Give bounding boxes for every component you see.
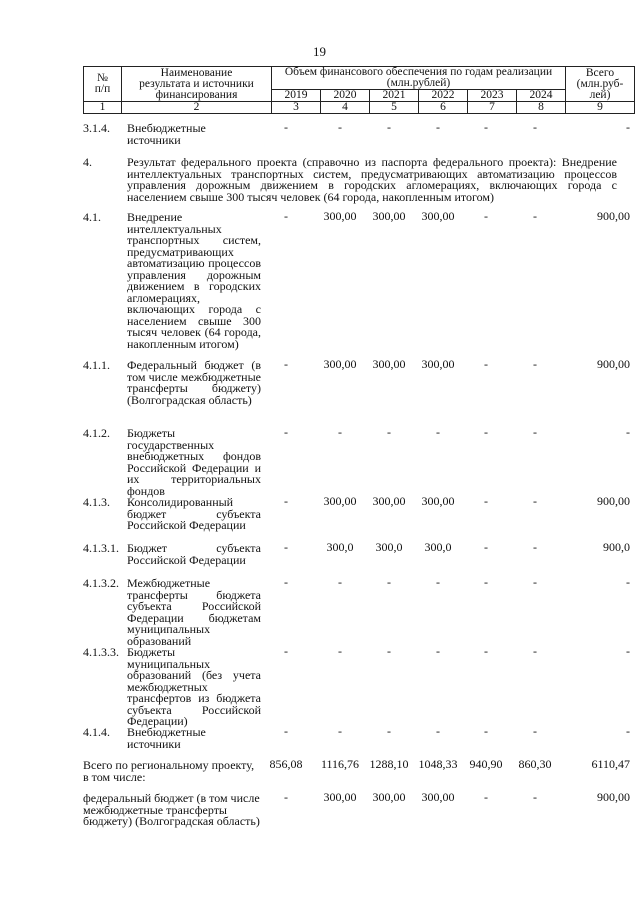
value-cell: - <box>387 644 391 658</box>
value-cell: - <box>284 724 288 738</box>
value-cell: - <box>484 575 488 589</box>
row-name: Федеральный бюджет (в том числе межбюджетные трансферты бюджету) (Волгоградская область) <box>127 358 261 407</box>
table-header <box>83 66 635 114</box>
value-cell: - <box>484 494 488 508</box>
value-cell: - <box>436 724 440 738</box>
total-cell: - <box>626 724 630 738</box>
value-cell: - <box>338 120 342 134</box>
total-cell: - <box>626 425 630 439</box>
value-cell: 300,00 <box>421 790 455 804</box>
value-cell: 300,00 <box>323 494 357 508</box>
header-col-name: Наименование результата и источники финансирования <box>122 67 272 102</box>
value-cell: - <box>484 357 488 371</box>
row-number: 3.1.4. <box>83 121 110 135</box>
value-cell: - <box>533 425 537 439</box>
header-year: 2020 <box>321 90 370 102</box>
header-year: 2023 <box>468 90 517 102</box>
value-cell: - <box>484 120 488 134</box>
value-cell: - <box>284 540 288 554</box>
value-cell: 860,30 <box>518 757 552 771</box>
result-number: 4. <box>83 155 92 169</box>
value-cell: - <box>533 209 537 223</box>
value-cell: 300,0 <box>375 540 403 554</box>
value-cell: 300,00 <box>421 209 455 223</box>
value-cell: - <box>533 357 537 371</box>
value-cell: - <box>484 425 488 439</box>
value-cell: - <box>387 425 391 439</box>
row-number: 4.1.3.3. <box>83 645 119 659</box>
value-cell: - <box>533 494 537 508</box>
federal-label: федеральный бюджет (в том числе межбюджетные трансферты бюджету) (Волгоградская область) <box>83 791 260 828</box>
value-cell: 940,90 <box>469 757 503 771</box>
row-number: 4.1.1. <box>83 358 110 372</box>
value-cell: - <box>436 575 440 589</box>
value-cell: 300,00 <box>323 209 357 223</box>
header-col-num: № п/п <box>84 67 122 102</box>
row-name: Межбюджетные трансферты бюджета субъекта Российской Федерации бюджетам муниципальных образований <box>127 576 261 648</box>
value-cell: - <box>484 644 488 658</box>
row-name: Внебюджетные источники <box>127 725 206 751</box>
value-cell: - <box>284 644 288 658</box>
value-cell: 1116,76 <box>320 757 360 771</box>
value-cell: - <box>284 357 288 371</box>
value-cell: - <box>284 575 288 589</box>
header-col-total: Всего (млн.руб- лей) <box>566 67 635 102</box>
total-label: Всего по региональному проекту, в том числе: <box>83 758 255 784</box>
value-cell: - <box>387 724 391 738</box>
value-cell: 300,00 <box>421 357 455 371</box>
value-cell: - <box>338 724 342 738</box>
value-cell: - <box>436 120 440 134</box>
total-cell: 6110,47 <box>591 757 630 771</box>
page-number: 19 <box>313 44 326 59</box>
column-number: 9 <box>566 102 635 114</box>
row-name: Бюджет субъекта Российской Федерации <box>127 541 261 567</box>
total-cell: - <box>626 120 630 134</box>
row-number: 4.1.2. <box>83 426 110 440</box>
value-cell: 300,0 <box>424 540 452 554</box>
column-number: 8 <box>517 102 566 114</box>
value-cell: 300,00 <box>372 209 406 223</box>
result-text: Результат федерального проекта (справочно из паспорта федерального проекта): Внедрение интеллектуальных транспортных систем, предусматривающих автоматизацию процессов управления дорожным движением в городских агломерациях, включающих города с населением свыше 300 тысяч человек (64 города, накопленным итогом) <box>127 155 617 204</box>
value-cell: 1048,33 <box>418 757 458 771</box>
row-number: 4.1.4. <box>83 725 110 739</box>
value-cell: - <box>484 724 488 738</box>
column-number: 5 <box>370 102 419 114</box>
value-cell: - <box>338 425 342 439</box>
value-cell: 300,00 <box>372 790 406 804</box>
value-cell: 1288,10 <box>369 757 409 771</box>
value-cell: - <box>387 575 391 589</box>
column-number: 7 <box>468 102 517 114</box>
value-cell: - <box>533 540 537 554</box>
value-cell: 300,00 <box>421 494 455 508</box>
value-cell: - <box>533 575 537 589</box>
value-cell: - <box>533 790 537 804</box>
row-name: Внебюджетные источники <box>127 121 206 147</box>
total-cell: 900,00 <box>597 790 630 804</box>
column-number: 6 <box>419 102 468 114</box>
total-cell: - <box>626 575 630 589</box>
value-cell: - <box>436 644 440 658</box>
value-cell: - <box>533 120 537 134</box>
value-cell: - <box>338 575 342 589</box>
row-number: 4.1. <box>83 210 101 224</box>
value-cell: 300,00 <box>323 357 357 371</box>
row-name: Внедрение интеллектуальных транспортных систем, предусматривающих автоматизацию процессов управления дорожным движением в городских агломерациях, включающих города с населением свыше 300 тысяч человек (64 города, накопленным итогом) <box>127 210 261 351</box>
total-cell: 900,0 <box>603 540 630 554</box>
value-cell: - <box>284 790 288 804</box>
value-cell: 300,0 <box>326 540 354 554</box>
value-cell: - <box>484 790 488 804</box>
row-number: 4.1.3. <box>83 495 110 509</box>
column-number: 2 <box>122 102 272 114</box>
value-cell: - <box>284 425 288 439</box>
value-cell: - <box>484 209 488 223</box>
total-cell: 900,00 <box>597 494 630 508</box>
value-cell: - <box>284 494 288 508</box>
value-cell: 300,00 <box>372 494 406 508</box>
header-year: 2021 <box>370 90 419 102</box>
total-cell: 900,00 <box>597 209 630 223</box>
value-cell: 300,00 <box>372 357 406 371</box>
column-number: 1 <box>84 102 122 114</box>
value-cell: - <box>338 644 342 658</box>
value-cell: - <box>533 724 537 738</box>
row-number: 4.1.3.1. <box>83 541 119 555</box>
header-col-volume: Объем финансового обеспечения по годам реализации (млн.рублей) <box>272 67 566 90</box>
row-name: Бюджеты муниципальных образований (без учета межбюджетных трансфертов из бюджета субъекта Российской Федерации) <box>127 645 261 728</box>
value-cell: 300,00 <box>323 790 357 804</box>
value-cell: - <box>436 425 440 439</box>
value-cell: - <box>533 644 537 658</box>
value-cell: - <box>484 540 488 554</box>
row-name: Консолидированный бюджет субъекта Российской Федерации <box>127 495 261 532</box>
value-cell: - <box>284 120 288 134</box>
header-year: 2024 <box>517 90 566 102</box>
header-year: 2022 <box>419 90 468 102</box>
row-name: Бюджеты государственных внебюджетных фондов Российской Федерации и их территориальных фондов <box>127 426 261 498</box>
column-number: 3 <box>272 102 321 114</box>
row-number: 4.1.3.2. <box>83 576 119 590</box>
header-year: 2019 <box>272 90 321 102</box>
total-cell: - <box>626 644 630 658</box>
value-cell: - <box>284 209 288 223</box>
column-number: 4 <box>321 102 370 114</box>
value-cell: 856,08 <box>269 757 303 771</box>
value-cell: - <box>387 120 391 134</box>
total-cell: 900,00 <box>597 357 630 371</box>
